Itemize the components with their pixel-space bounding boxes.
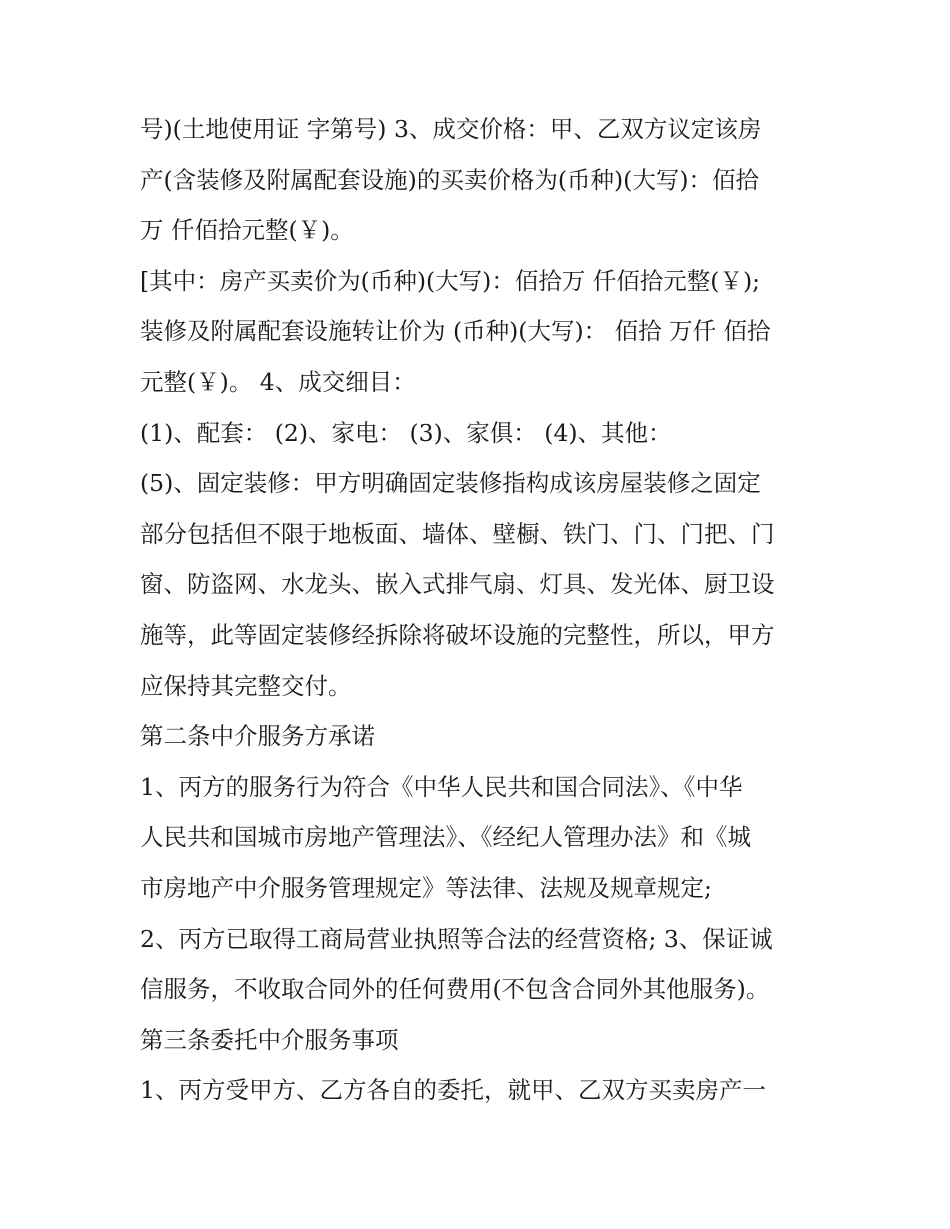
- text-line: 应保持其完整交付。: [140, 671, 352, 700]
- text-line: (5)、固定装修：甲方明确固定装修指构成该房屋装修之固定: [140, 469, 761, 498]
- text-line: 万 仟佰拾元整(￥)。: [140, 216, 354, 245]
- text-line: (1)、配套： (2)、家电： (3)、家俱： (4)、其他：: [140, 418, 672, 447]
- text-line: 装修及附属配套设施转让价为 (币种)(大写)： 佰拾 万仟 佰拾: [140, 317, 771, 346]
- section-heading: 第三条委托中介服务事项: [140, 1025, 399, 1054]
- text-line: 号)(土地使用证 字第号) 3、成交价格：甲、乙双方议定该房: [140, 115, 762, 143]
- text-line: 市房地产中介服务管理规定》等法律、法规及规章规定;: [140, 873, 712, 902]
- text-line: 人民共和国城市房地产管理法》、《经纪人管理办法》和《城: [140, 823, 751, 852]
- text-line: 元整(￥)。 4、成交细目：: [140, 367, 416, 396]
- section-heading: 第二条中介服务方承诺: [140, 722, 375, 751]
- text-line: 1、丙方受甲方、乙方各自的委托，就甲、乙双方买卖房产一: [140, 1076, 766, 1105]
- text-line: 窗、防盗网、水龙头、嵌入式排气扇、灯具、发光体、厨卫设: [140, 570, 775, 599]
- text-line: 施等，此等固定装修经拆除将破坏设施的完整性，所以，甲方: [140, 620, 775, 649]
- text-line: 信服务，不收取合同外的任何费用(不包含合同外其他服务)。: [140, 975, 770, 1004]
- text-line: [其中：房产买卖价为(币种)(大写)：佰拾万 仟佰拾元整(￥);: [140, 266, 761, 295]
- text-line: 部分包括但不限于地板面、墙体、壁橱、铁门、门、门把、门: [140, 519, 775, 548]
- text-line: 1、丙方的服务行为符合《中华人民共和国合同法》、《中华: [140, 772, 743, 801]
- text-line: 2、丙方已取得工商局营业执照等合法的经营资格; 3、保证诚: [140, 924, 773, 953]
- text-line: 产(含装修及附属配套设施)的买卖价格为(币种)(大写)：佰拾: [140, 165, 760, 194]
- document-body: [140, 104, 812, 1116]
